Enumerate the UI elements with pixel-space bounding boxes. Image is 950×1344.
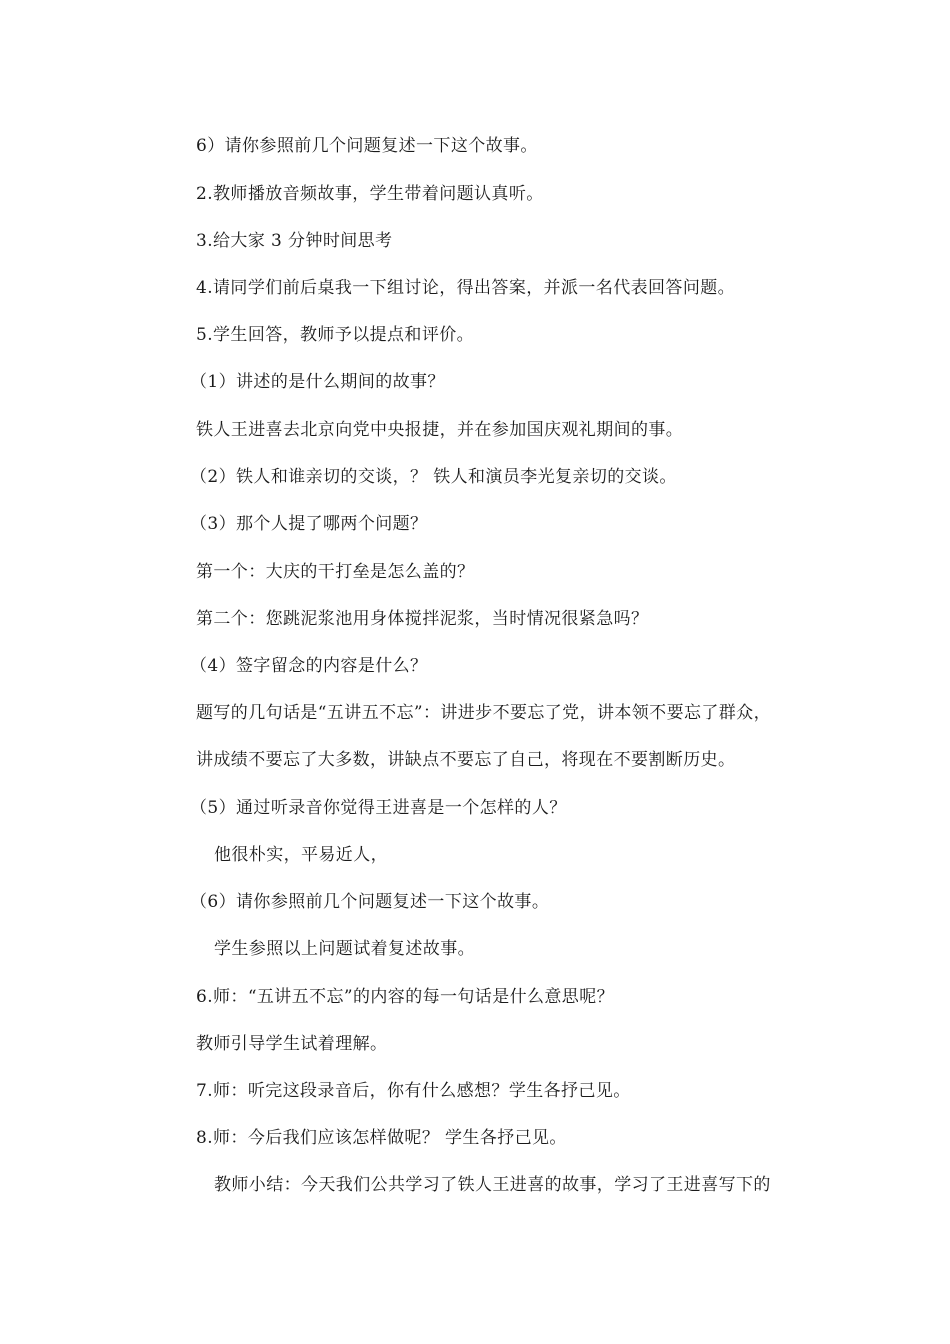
text-line: 铁人王进喜去北京向党中央报捷，并在参加国庆观礼期间的事。 bbox=[196, 420, 684, 440]
text-line: （4）签字留念的内容是什么？ bbox=[190, 656, 428, 676]
text-line: 他很朴实，平易近人， bbox=[214, 845, 388, 865]
text-line: 3.给大家 3 分钟时间思考 bbox=[196, 231, 393, 251]
text-line: 6）请你参照前几个问题复述一下这个故事。 bbox=[196, 136, 538, 156]
text-line: 5.学生回答，教师予以提点和评价。 bbox=[196, 325, 475, 345]
text-line: 题写的几句话是“五讲五不忘”：讲进步不要忘了党，讲本领不要忘了群众， bbox=[196, 703, 771, 723]
text-line: 教师引导学生试着理解。 bbox=[196, 1034, 388, 1054]
text-line: （5）通过听录音你觉得王进喜是一个怎样的人？ bbox=[190, 798, 567, 818]
text-line: 2.教师播放音频故事，学生带着问题认真听。 bbox=[196, 184, 544, 204]
text-line: 教师小结：今天我们公共学习了铁人王进喜的故事，学习了王进喜写下的 bbox=[214, 1175, 771, 1195]
text-line: （2）铁人和谁亲切的交谈，？ 铁人和演员李光复亲切的交谈。 bbox=[190, 467, 677, 487]
text-line: 8.师：今后我们应该怎样做呢？ 学生各抒己见。 bbox=[196, 1128, 567, 1148]
text-line: （3）那个人提了哪两个问题？ bbox=[190, 514, 428, 534]
text-line: 讲成绩不要忘了大多数，讲缺点不要忘了自己，将现在不要割断历史。 bbox=[196, 750, 736, 770]
text-line: 学生参照以上问题试着复述故事。 bbox=[214, 939, 475, 959]
text-line: 4.请同学们前后桌我一下组讨论，得出答案，并派一名代表回答问题。 bbox=[196, 278, 736, 298]
text-line: 6.师：“五讲五不忘”的内容的每一句话是什么意思呢？ bbox=[196, 987, 615, 1007]
text-line: 第二个：您跳泥浆池用身体搅拌泥浆，当时情况很紧急吗？ bbox=[196, 609, 649, 629]
text-line: （6）请你参照前几个问题复述一下这个故事。 bbox=[190, 892, 550, 912]
text-line: 7.师：听完这段录音后，你有什么感想？学生各抒己见。 bbox=[196, 1081, 631, 1101]
text-line: 第一个：大庆的干打垒是怎么盖的？ bbox=[196, 562, 475, 582]
text-line: （1）讲述的是什么期间的故事？ bbox=[190, 372, 445, 392]
